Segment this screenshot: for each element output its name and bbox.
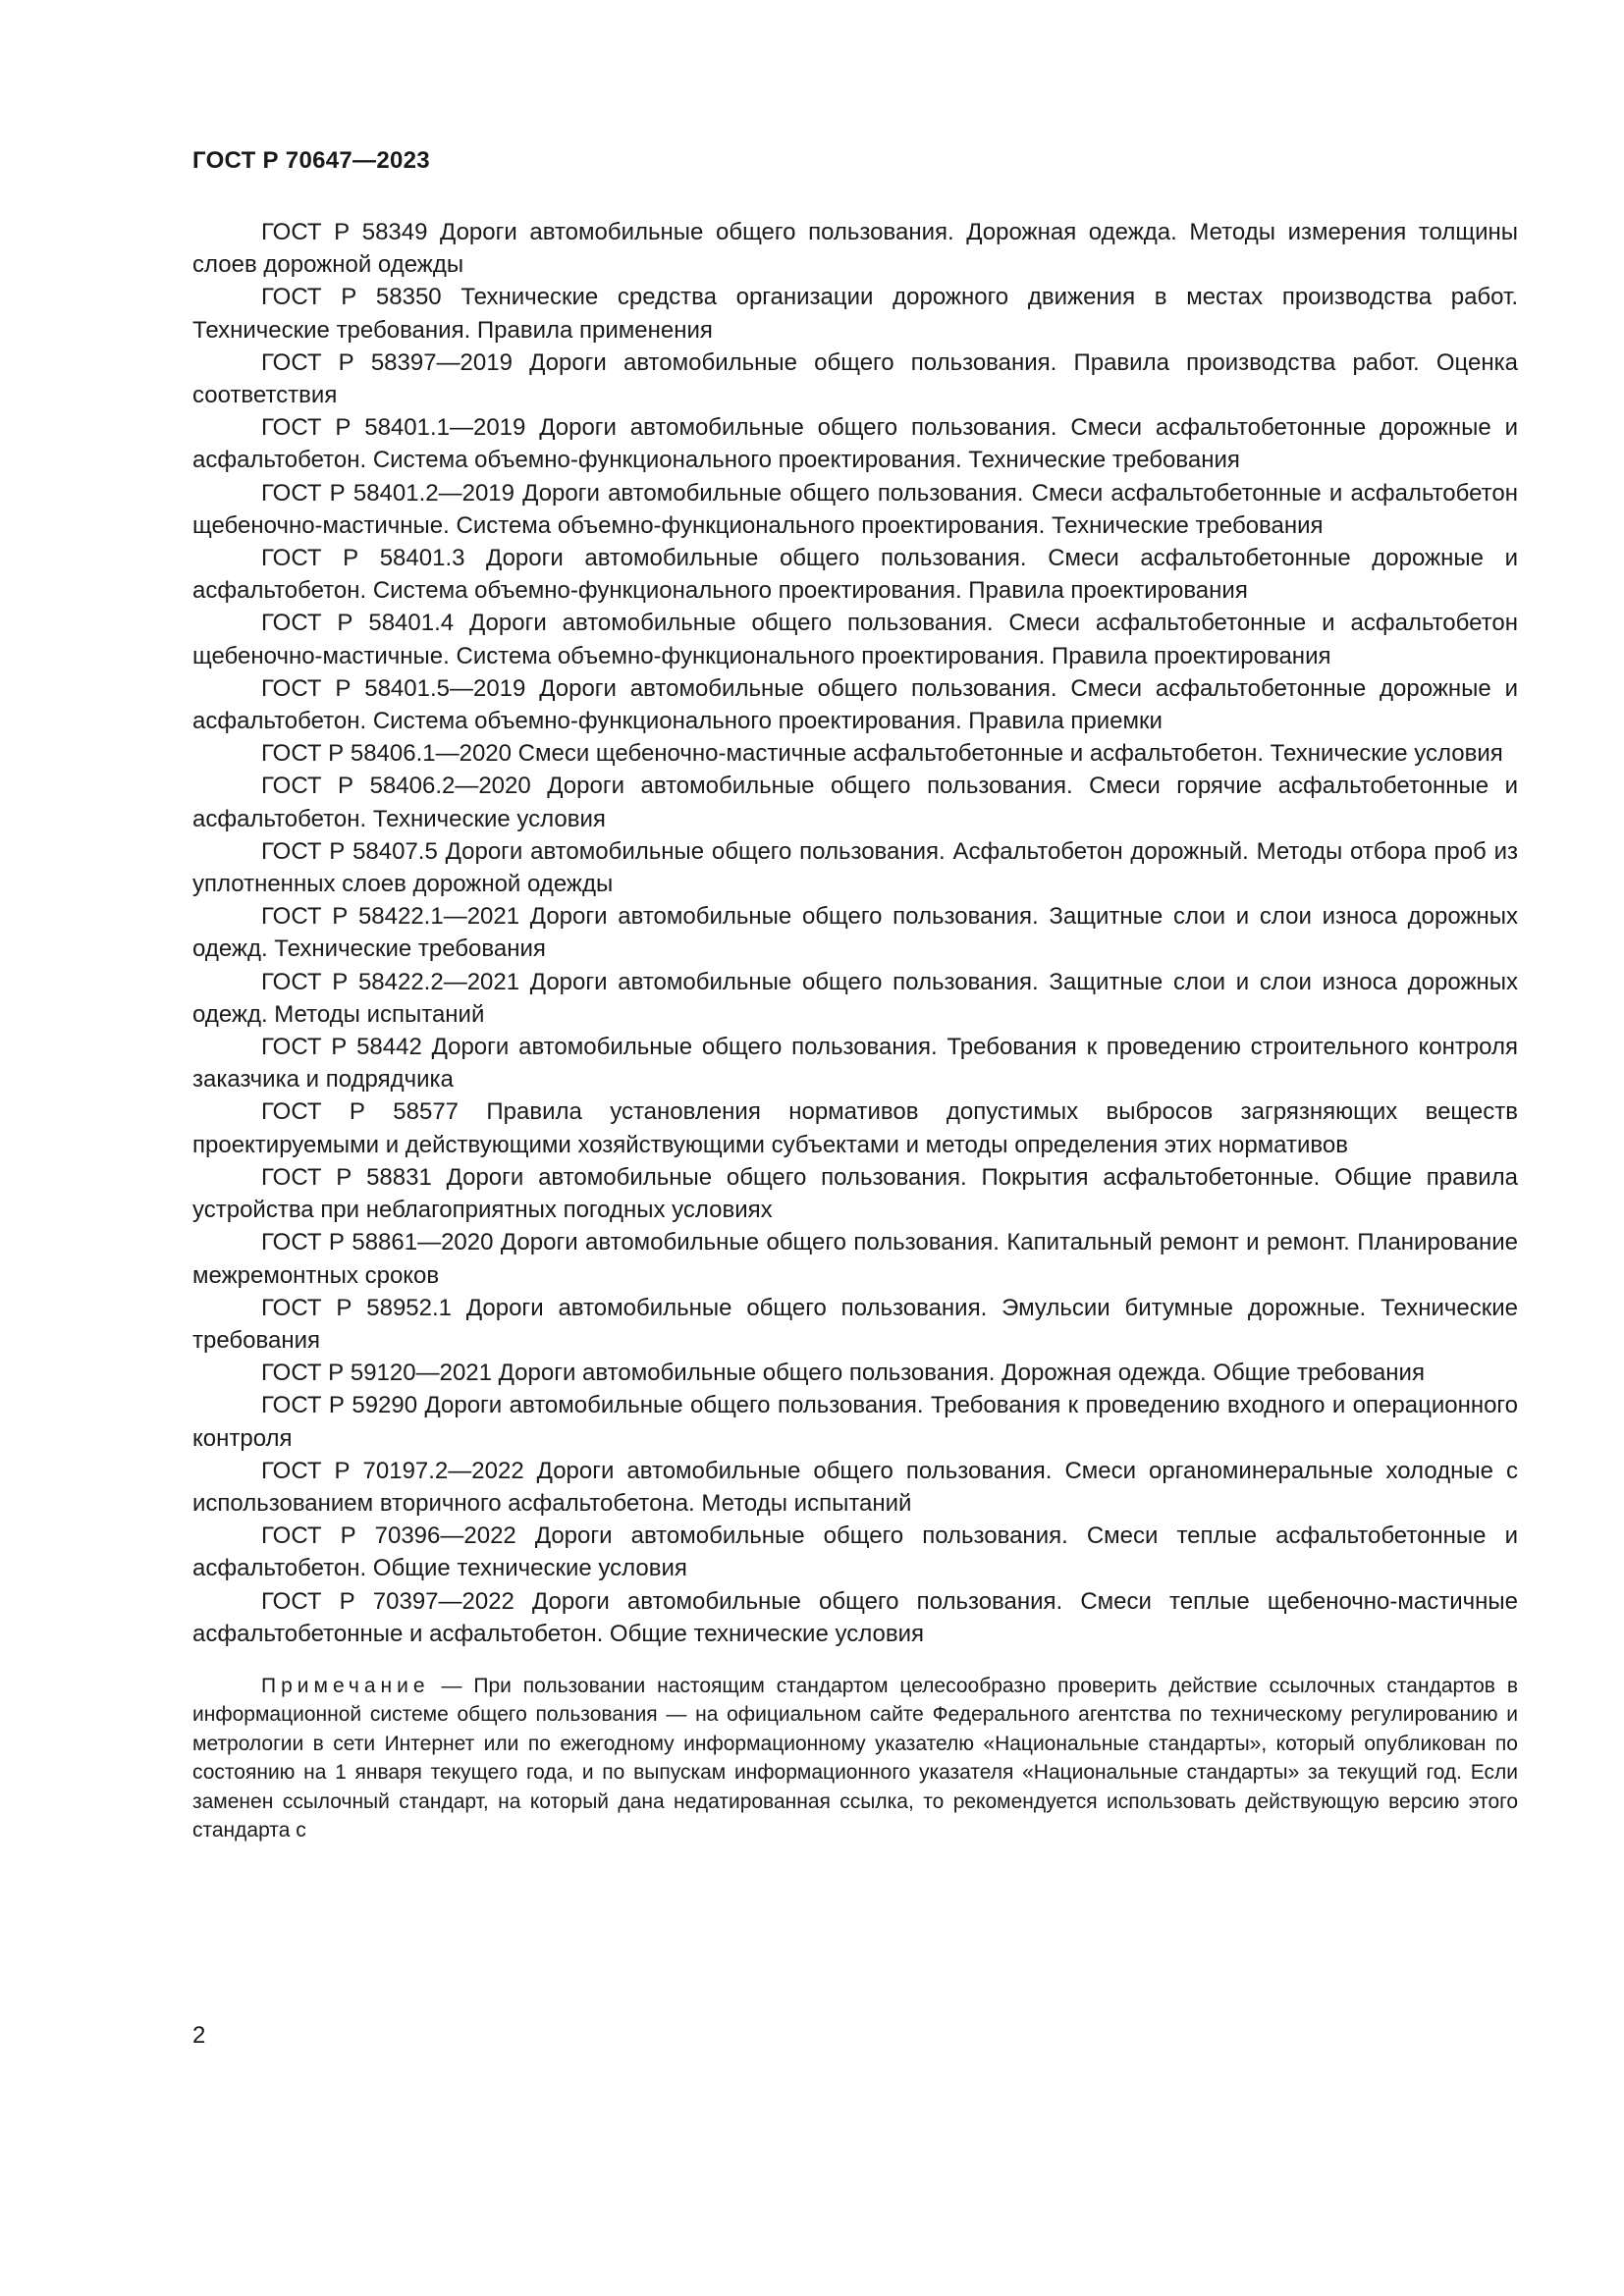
reference-item: ГОСТ Р 58577 Правила установления нормативов допустимых выбросов загрязняющих веществ проектируемыми и действующими хозяйствующими субъектами и методы определения этих нормативов (192, 1098, 1518, 1158)
document-code-header: ГОСТ Р 70647—2023 (192, 147, 430, 174)
reference-item: ГОСТ Р 70397—2022 Дороги автомобильные общего пользования. Смеси теплые щебеночно-мастичные асфальтобетонные и асфальтобетон. Общие технические условия (192, 1587, 1518, 1647)
reference-item: ГОСТ Р 58422.2—2021 Дороги автомобильные общего пользования. Защитные слои и слои износа дорожных одежд. Методы испытаний (192, 968, 1518, 1028)
note-label: Примечание (261, 1674, 430, 1697)
note-text: — При пользовании настоящим стандартом целесообразно проверить действие ссылочных стандартов в информационной системе общего пользования — на официальном сайте Федерального агентства по техническому регулированию и метрологии в сети Интернет или по ежегодному информационному указателю «Национальные стандарты», который опубликован по состоянию на 1 января текущего года, и по выпускам информационного указателя «Национальные стандарты» за текущий год. Если заменен ссылочный стандарт, на который дана недатированная ссылка, то рекомендуется использовать действующую версию этого стандарта с (192, 1674, 1518, 1842)
page-number: 2 (192, 2022, 206, 2049)
reference-item: ГОСТ Р 58422.1—2021 Дороги автомобильные общего пользования. Защитные слои и слои износа дорожных одежд. Технические требования (192, 903, 1518, 963)
reference-item: ГОСТ Р 70197.2—2022 Дороги автомобильные общего пользования. Смеси органоминеральные холодные с использованием вторичного асфальтобетона. Методы испытаний (192, 1457, 1518, 1517)
reference-item: ГОСТ Р 58350 Технические средства организации дорожного движения в местах производства работ. Технические требования. Правила применения (192, 284, 1518, 344)
reference-item: ГОСТ Р 58952.1 Дороги автомобильные общего пользования. Эмульсии битумные дорожные. Технические требования (192, 1294, 1518, 1354)
reference-item: ГОСТ Р 58401.1—2019 Дороги автомобильные общего пользования. Смеси асфальтобетонные дорожные и асфальтобетон. Система объемно-функционального проектирования. Технические требования (192, 414, 1518, 474)
reference-item: ГОСТ Р 58406.1—2020 Смеси щебеночно-мастичные асфальтобетонные и асфальтобетон. Технические условия (261, 740, 1503, 768)
reference-item: ГОСТ Р 59290 Дороги автомобильные общего пользования. Требования к проведению входного и операционного контроля (192, 1392, 1518, 1452)
reference-item: ГОСТ Р 58349 Дороги автомобильные общего пользования. Дорожная одежда. Методы измерения толщины слоев дорожной одежды (192, 219, 1518, 279)
reference-item: ГОСТ Р 70396—2022 Дороги автомобильные общего пользования. Смеси теплые асфальтобетонные и асфальтобетон. Общие технические условия (192, 1522, 1518, 1582)
reference-item: ГОСТ Р 58861—2020 Дороги автомобильные общего пользования. Капитальный ремонт и ремонт. Планирование межремонтных сроков (192, 1229, 1518, 1289)
reference-item: ГОСТ Р 58406.2—2020 Дороги автомобильные общего пользования. Смеси горячие асфальтобетонные и асфальтобетон. Технические условия (192, 773, 1518, 832)
reference-item: ГОСТ Р 58831 Дороги автомобильные общего пользования. Покрытия асфальтобетонные. Общие правила устройства при неблагоприятных погодных условиях (192, 1163, 1518, 1224)
reference-item: ГОСТ Р 59120—2021 Дороги автомобильные общего пользования. Дорожная одежда. Общие требования (261, 1360, 1425, 1387)
reference-item: ГОСТ Р 58442 Дороги автомобильные общего пользования. Требования к проведению строительного контроля заказчика и подрядчика (192, 1034, 1518, 1094)
reference-item: ГОСТ Р 58401.4 Дороги автомобильные общего пользования. Смеси асфальтобетонные и асфальтобетон щебеночно-мастичные. Система объемно-функционального проектирования. Правила проектирования (192, 610, 1518, 669)
reference-item: ГОСТ Р 58401.2—2019 Дороги автомобильные общего пользования. Смеси асфальтобетонные и асфальтобетон щебеночно-мастичные. Система объемно-функционального проектирования. Технические требования (192, 479, 1518, 539)
reference-item: ГОСТ Р 58401.3 Дороги автомобильные общего пользования. Смеси асфальтобетонные дорожные и асфальтобетон. Система объемно-функционального проектирования. Правила проектирования (192, 545, 1518, 605)
document-page (192, 147, 1518, 1866)
note-paragraph (192, 1672, 1518, 1845)
reference-item: ГОСТ Р 58401.5—2019 Дороги автомобильные общего пользования. Смеси асфальтобетонные дорожные и асфальтобетон. Система объемно-функционального проектирования. Правила приемки (192, 674, 1518, 735)
normative-references-list (192, 216, 1518, 1650)
reference-item: ГОСТ Р 58397—2019 Дороги автомобильные общего пользования. Правила производства работ. Оценка соответствия (192, 348, 1518, 409)
reference-item: ГОСТ Р 58407.5 Дороги автомобильные общего пользования. Асфальтобетон дорожный. Методы отбора проб из уплотненных слоев дорожной одежды (192, 837, 1518, 898)
